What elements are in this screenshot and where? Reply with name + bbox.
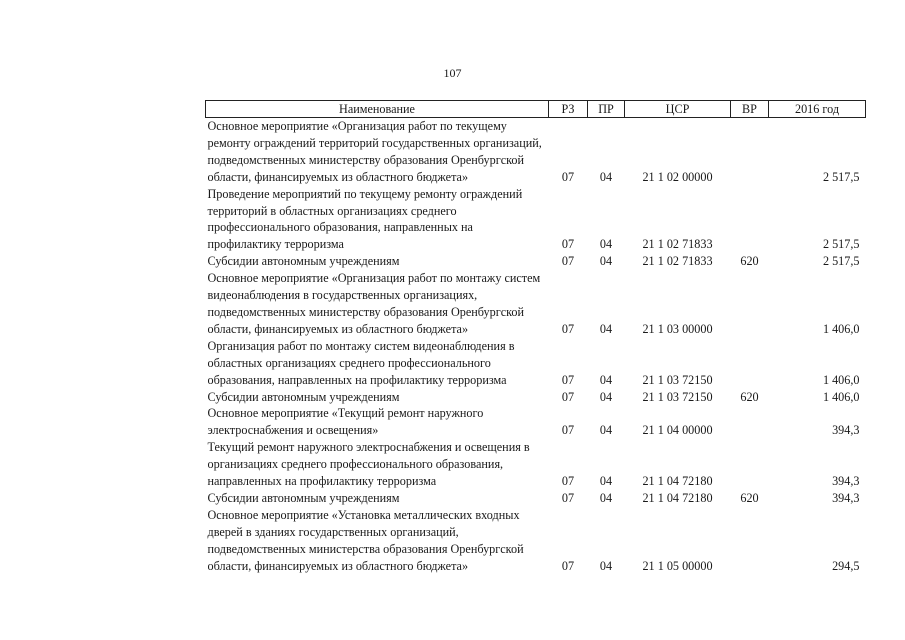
row-name: Субсидии автономным учреждениям — [207, 254, 400, 269]
row-rz: 07 — [561, 423, 575, 438]
row-pr: 04 — [599, 254, 613, 269]
row-amount: 1 406,0 — [822, 372, 860, 387]
table-row — [206, 405, 866, 439]
row-csr: 21 1 02 00000 — [642, 169, 713, 184]
row-csr: 21 1 04 00000 — [642, 423, 713, 438]
row-amount: 394,3 — [832, 423, 860, 438]
row-csr: 21 1 03 72150 — [642, 372, 713, 387]
row-name: Текущий ремонт наружного электроснабжения и освещения в организациях среднего профессионального образования, направленных на профилактику терроризма — [207, 440, 530, 489]
row-rz: 07 — [561, 237, 575, 252]
row-amount: 1 406,0 — [822, 389, 860, 404]
row-name: Основное мероприятие «Организация работ по текущему ремонту ограждений территорий государственных организаций, подведомственных министерству образования Оренбургской области, финансируемых из областного бюджета» — [207, 119, 542, 184]
row-csr: 21 1 04 72180 — [642, 474, 713, 489]
row-name: Проведение мероприятий по текущему ремонту ограждений территорий в областных организациях среднего профессионального образования, направленных на профилактику терроризма — [207, 186, 523, 252]
table-row — [206, 490, 866, 507]
row-pr: 04 — [599, 558, 613, 573]
row-rz: 07 — [561, 490, 575, 505]
row-pr: 04 — [599, 389, 613, 404]
row-pr: 04 — [599, 321, 613, 336]
table-row — [206, 186, 866, 254]
header-vr: ВР — [731, 101, 769, 118]
row-pr: 04 — [599, 237, 613, 252]
row-csr: 21 1 04 72180 — [642, 490, 713, 505]
row-amount: 2 517,5 — [822, 169, 860, 184]
row-rz: 07 — [561, 389, 575, 404]
row-vr — [731, 186, 769, 254]
row-name: Основное мероприятие «Текущий ремонт наружного электроснабжения и освещения» — [207, 406, 484, 438]
row-amount: 394,3 — [832, 490, 860, 505]
table-row — [206, 389, 866, 406]
header-csr: ЦСР — [625, 101, 731, 118]
row-rz: 07 — [561, 558, 575, 573]
row-name: Основное мероприятие «Установка металлических входных дверей в зданиях государственных организаций, подведомственных министерства образования Оренбургской области, финансируемых из областного бюджета» — [207, 507, 524, 573]
row-vr — [731, 405, 769, 439]
budget-table — [205, 100, 866, 574]
row-amount: 2 517,5 — [822, 237, 860, 252]
row-pr: 04 — [599, 169, 613, 184]
table-row — [206, 439, 866, 490]
table-row — [206, 118, 866, 186]
row-csr: 21 1 03 72150 — [642, 389, 713, 404]
row-vr: 620 — [740, 389, 759, 404]
header-name: Наименование — [206, 101, 549, 118]
header-year: 2016 год — [769, 101, 866, 118]
header-rz: РЗ — [549, 101, 588, 118]
row-vr — [731, 270, 769, 338]
row-amount: 294,5 — [832, 558, 860, 573]
row-vr: 620 — [740, 254, 759, 269]
row-pr: 04 — [599, 474, 613, 489]
table-row — [206, 507, 866, 575]
table-row — [206, 338, 866, 389]
row-vr: 620 — [740, 490, 759, 505]
row-vr — [731, 439, 769, 490]
row-pr: 04 — [599, 423, 613, 438]
row-name: Субсидии автономным учреждениям — [207, 490, 400, 505]
row-amount: 2 517,5 — [822, 254, 860, 269]
table-row — [206, 253, 866, 270]
header-pr: ПР — [588, 101, 625, 118]
row-vr — [731, 507, 769, 575]
row-csr: 21 1 03 00000 — [642, 321, 713, 336]
row-csr: 21 1 02 71833 — [642, 237, 713, 252]
table-header-row — [206, 101, 866, 118]
row-vr — [731, 338, 769, 389]
row-csr: 21 1 05 00000 — [642, 558, 713, 573]
row-amount: 1 406,0 — [822, 321, 860, 336]
row-pr: 04 — [599, 372, 613, 387]
row-vr — [731, 118, 769, 186]
row-rz: 07 — [561, 372, 575, 387]
page-number: 107 — [443, 66, 462, 80]
row-rz: 07 — [561, 169, 575, 184]
row-name: Субсидии автономным учреждениям — [207, 389, 400, 404]
row-name: Основное мероприятие «Организация работ по монтажу систем видеонаблюдения в государственных организациях, подведомственных министерству образования Оренбургской области, финансируемых из областного бюджета» — [207, 271, 541, 336]
row-name: Организация работ по монтажу систем видеонаблюдения в областных организациях среднего профессионального образования, направленных на профилактику терроризма — [207, 338, 515, 387]
row-rz: 07 — [561, 321, 575, 336]
table-row — [206, 270, 866, 338]
row-amount: 394,3 — [832, 474, 860, 489]
row-csr: 21 1 02 71833 — [642, 254, 713, 269]
row-pr: 04 — [599, 490, 613, 505]
row-rz: 07 — [561, 474, 575, 489]
row-rz: 07 — [561, 254, 575, 269]
